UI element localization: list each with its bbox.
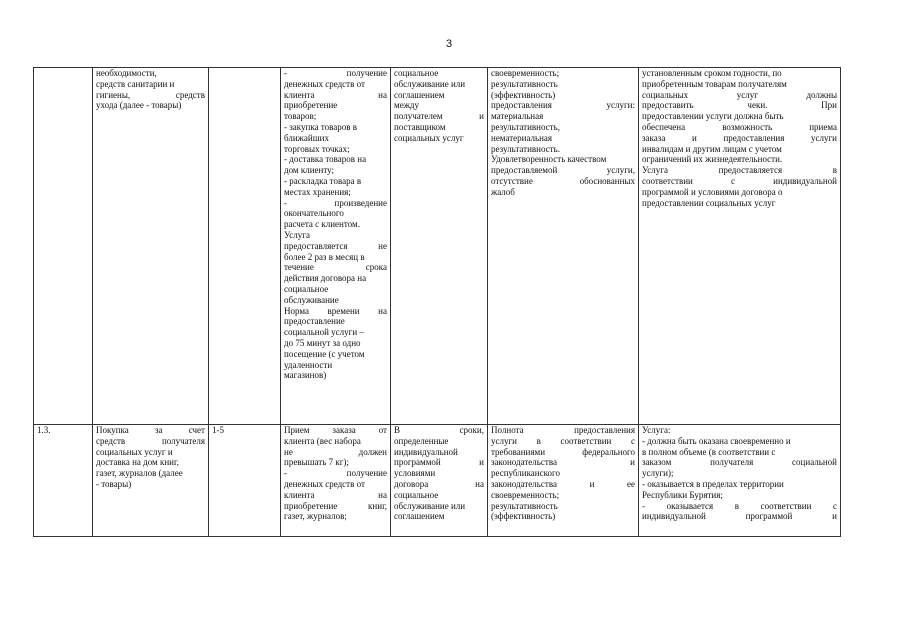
cell-text-line: индивидуальной [394, 446, 458, 457]
cell-text-line: ближайших [284, 132, 329, 143]
cell-text-line: договора на [394, 478, 484, 489]
cell-text-line: - товары) [96, 478, 132, 489]
cell-text-line: - доставка товаров на [284, 154, 367, 165]
cell-text-line: действия договора на [284, 273, 367, 284]
cell-text-line: обеспечена возможность приема [642, 121, 837, 132]
cell-text-line: предоставлении услуги должна быть [642, 111, 784, 122]
cell-text-line: в полном объеме (в соответствии с [642, 446, 776, 457]
cell-text-line: предоставляется не [284, 240, 387, 251]
cell-text-line: 1-5 [212, 425, 224, 435]
cell-text-line: результативность [491, 78, 558, 89]
cell-text-line: товаров; [284, 111, 317, 122]
cell-text-line: результативность. [491, 143, 560, 154]
cell-text-line: Прием заказа от [284, 425, 387, 435]
cell-text-line: - оказывается в пределах территории [642, 478, 784, 489]
cell-text-line: необходимости, [96, 68, 157, 78]
cell-text-line: соглашением [394, 511, 445, 522]
cell-text-line: клиента на [284, 489, 387, 500]
cell-text-line: социальное [394, 489, 439, 500]
cell-text-line: результативность, [491, 121, 560, 132]
cell-text-line: не должен [284, 446, 387, 457]
cell-text-line: Услуга: [642, 425, 671, 435]
cell-text-line: денежных средств от [284, 478, 365, 489]
cell-text-line: - получение [284, 468, 387, 479]
cell-text-line: заказом получателя социальной [642, 457, 837, 468]
cell-text-line: услуги в соответствии с [491, 435, 635, 446]
cell-text-line: местах хранения; [284, 186, 351, 197]
table-row [34, 68, 841, 425]
cell-text-line: приобретение [284, 100, 338, 111]
row-number-cell [34, 425, 93, 537]
cell-text-line: - закупка товаров в [284, 121, 358, 132]
cell-text-line: ухода (далее - товары) [96, 100, 182, 111]
cell-text-line: социальной услуги – [284, 327, 364, 338]
service-code-cell [209, 68, 281, 425]
service-terms-cell [391, 425, 488, 537]
quality-criteria-cell [488, 425, 639, 537]
cell-text-line: законодательства и [491, 457, 635, 468]
quality-criteria-cell [488, 68, 639, 425]
cell-text-line: доставка на дом книг, [96, 457, 179, 468]
cell-text-line: обслуживание или [394, 500, 466, 511]
cell-text-line: Покупка за счет [96, 425, 205, 435]
cell-text-line: законодательства и ее [491, 478, 635, 489]
row-number-cell [34, 68, 93, 425]
cell-text-line: Услуга предоставляется в [642, 165, 837, 176]
cell-text-line: - должна быть оказана своевременно и [642, 435, 791, 446]
cell-text-line: (эффективность) [491, 511, 556, 522]
cell-text-line: (эффективность) [491, 89, 556, 100]
cell-text-line: определенные [394, 435, 449, 446]
cell-text-line: жалоб [491, 186, 515, 197]
cell-text-line: индивидуальной программой и [642, 511, 837, 522]
cell-text-line: приобретенным товарам получателям [642, 78, 787, 89]
cell-text-line: предоставить чеки. При [642, 100, 837, 111]
cell-text-line: отсутствие обоснованных [491, 175, 635, 186]
cell-text-line: 1.3. [37, 425, 51, 435]
cell-text-line: клиента (вес набора [284, 435, 361, 446]
cell-text-line: Удовлетворенность качеством [491, 154, 607, 165]
cell-text-line: услуги); [642, 468, 674, 479]
cell-text-line: - оказывается в соответствии с [642, 500, 837, 511]
cell-text-line: социальных услуг должны [642, 89, 837, 100]
cell-text-line: соответствии с индивидуальной [642, 175, 837, 186]
cell-text-line: - произведение [284, 197, 387, 208]
service-content-cell [281, 68, 391, 425]
cell-text-line: гигиены, средств [96, 89, 205, 100]
cell-text-line: требованиями федерального [491, 446, 635, 457]
cell-text-line: программой и условиями договора о [642, 186, 783, 197]
cell-text-line: между [394, 100, 419, 111]
cell-text-line: установленным сроком годности, по [642, 68, 782, 78]
cell-text-line: результативность [491, 500, 558, 511]
cell-text-line: течение срока [284, 262, 387, 273]
cell-text-line: заказа и предоставления услуги [642, 132, 837, 143]
cell-text-line: дом клиенту; [284, 165, 335, 176]
cell-text-line: соглашением [394, 89, 445, 100]
cell-text-line: магазинов) [284, 370, 327, 381]
service-name-cell [93, 68, 209, 425]
cell-text-line: условиями [394, 468, 436, 479]
service-conditions-cell [639, 68, 841, 425]
cell-text-line: - раскладка товара в [284, 175, 362, 186]
cell-text-line: социальное [284, 283, 329, 294]
cell-text-line: своевременность; [491, 68, 560, 78]
cell-text-line: Республики Бурятия; [642, 489, 723, 500]
table-row [34, 425, 841, 537]
cell-text-line: превышать 7 кг); [284, 457, 349, 468]
cell-text-line: денежных средств от [284, 78, 365, 89]
cell-text-line: предоставляемой услуги, [491, 165, 635, 176]
cell-text-line: газет, журналов (далее [96, 468, 183, 479]
cell-text-line: своевременность; [491, 489, 560, 500]
cell-text-line: получателем и [394, 111, 484, 122]
cell-text-line: - получение [284, 68, 387, 78]
cell-text-line: посещение (с учетом [284, 348, 365, 359]
cell-text-line: обслуживание [284, 294, 339, 305]
service-name-cell [93, 425, 209, 537]
cell-text-line: социальных услуг [394, 132, 464, 143]
cell-text-line: социальное [394, 68, 439, 78]
cell-text-line: приобретение книг, [284, 500, 387, 511]
cell-text-line: республиканского [491, 468, 560, 479]
cell-text-line: материальная [491, 111, 544, 122]
page-number: 3 [446, 38, 453, 50]
cell-text-line: предоставлении социальных услуг [642, 197, 776, 208]
cell-text-line: средств санитарии и [96, 78, 175, 89]
cell-text-line: предоставления услуги: [491, 100, 635, 111]
cell-text-line: удаленности [284, 359, 333, 370]
cell-text-line: Полнота предоставления [491, 425, 635, 435]
cell-text-line: Услуга [284, 229, 310, 240]
cell-text-line: нематериальная [491, 132, 553, 143]
cell-text-line: поставщиком [394, 121, 446, 132]
cell-text-line: средств получателя [96, 435, 205, 446]
cell-text-line: инвалидам и другим лицам с учетом [642, 143, 782, 154]
service-conditions-cell [639, 425, 841, 537]
service-content-cell [281, 425, 391, 537]
services-table [33, 67, 841, 537]
cell-text-line: программой и [394, 457, 484, 468]
cell-text-line: Норма времени на [284, 305, 387, 316]
cell-text-line: социальных услуг и [96, 446, 173, 457]
cell-text-line: клиента на [284, 89, 387, 100]
cell-text-line: ограничений их жизнедеятельности. [642, 154, 783, 165]
service-terms-cell [391, 68, 488, 425]
cell-text-line: В сроки, [394, 425, 484, 435]
cell-text-line: предоставление [284, 316, 345, 327]
cell-text-line: более 2 раз в месяц в [284, 251, 365, 262]
cell-text-line: торговых точках; [284, 143, 350, 154]
cell-text-line: до 75 минут за одно [284, 337, 361, 348]
cell-text-line: обслуживание или [394, 78, 466, 89]
service-code-cell [209, 425, 281, 537]
cell-text-line: расчета с клиентом. [284, 219, 360, 230]
cell-text-line: окончательного [284, 208, 344, 219]
cell-text-line: газет, журналов; [284, 511, 347, 522]
